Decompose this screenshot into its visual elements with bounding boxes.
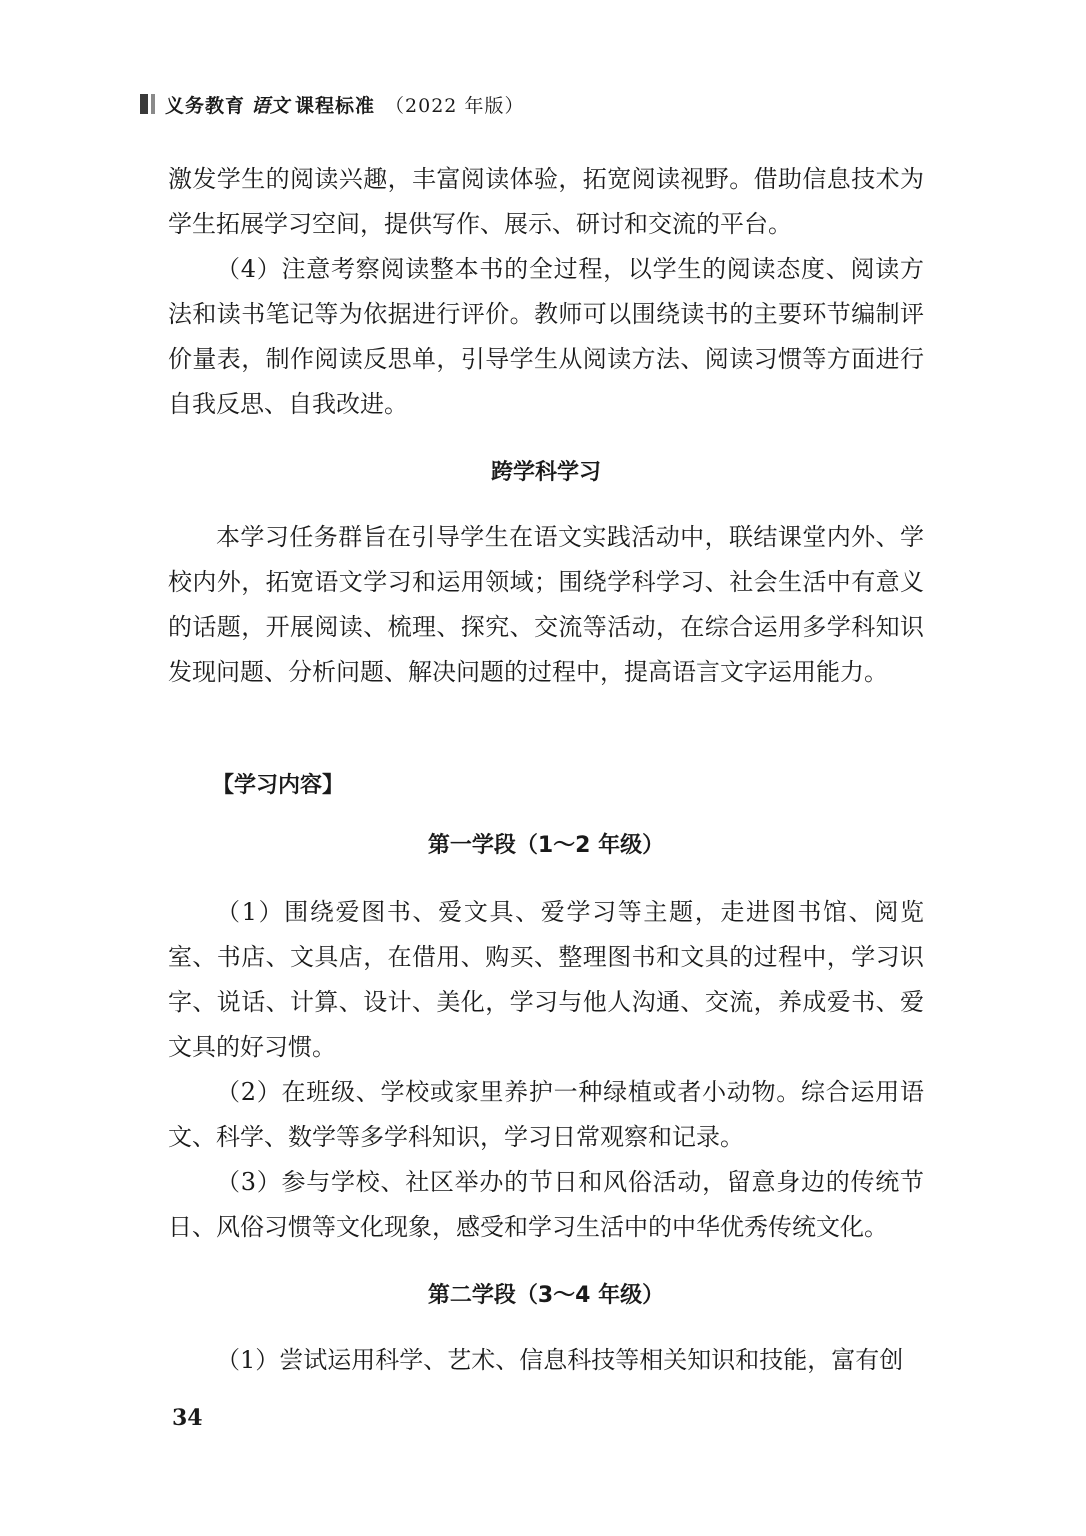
stage-1-item-2: （2）在班级、学校或家里养护一种绿植或者小动物。综合运用语文、科学、数学等多学科知识，学习日常观察和记录。 (168, 1078, 924, 1151)
stage-1-title: 第一学段（1～2 年级） (427, 833, 665, 858)
paragraph-continued: 激发学生的阅读兴趣，丰富阅读体验，拓宽阅读视野。借助信息技术为学生拓展学习空间，提供写作、展示、研讨和交流的平台。 (168, 165, 924, 238)
stage-2-item-1: （1）尝试运用科学、艺术、信息科技等相关知识和技能，富有创 (216, 1346, 904, 1374)
page-number: 34 (172, 1405, 203, 1431)
section-title: 跨学科学习 (490, 460, 601, 485)
learning-content-heading: 【学习内容】 (212, 773, 345, 798)
header-bar-mark (140, 94, 155, 114)
header-book-title: 义务教育 (165, 94, 246, 117)
paragraph-item-4: （4）注意考察阅读整本书的全过程，以学生的阅读态度、阅读方法和读书笔记等为依据进行评价。教师可以围绕读书的主要环节编制评价量表，制作阅读反思单，引导学生从阅读方法、阅读习惯等方面进行自我反思、自我改进。 (168, 255, 924, 418)
paragraph-intro: 本学习任务群旨在引导学生在语文实践活动中，联结课堂内外、学校内外，拓宽语文学习和运用领域；围绕学科学习、社会生活中有意义的话题，开展阅读、梳理、探究、交流等活动，在综合运用多学科知识发现问题、分析问题、解决问题的过程中，提高语言文字运用能力。 (168, 523, 924, 686)
header-subject: 语文 (251, 94, 290, 117)
header-edition: （2022 年版） (385, 94, 525, 117)
stage-1-item-3: （3）参与学校、社区举办的节日和风俗活动，留意身边的传统节日、风俗习惯等文化现象，感受和学习生活中的中华优秀传统文化。 (168, 1168, 924, 1241)
stage-2-title: 第二学段（3～4 年级） (427, 1283, 665, 1308)
text-block-top (168, 157, 924, 427)
header-book-title-2: 课程标准 (295, 94, 376, 117)
stage-1-item-1: （1）围绕爱图书、爱文具、爱学习等主题，走进图书馆、阅览室、书店、文具店，在借用、购买、整理图书和文具的过程中，学习识字、说话、计算、设计、美化，学习与他人沟通、交流，养成爱书、爱文具的好习惯。 (168, 898, 924, 1061)
text-block-stage-2 (168, 1338, 924, 1383)
text-block-stage-1 (168, 890, 924, 1250)
running-header (140, 90, 524, 118)
text-block-intro (168, 515, 924, 695)
